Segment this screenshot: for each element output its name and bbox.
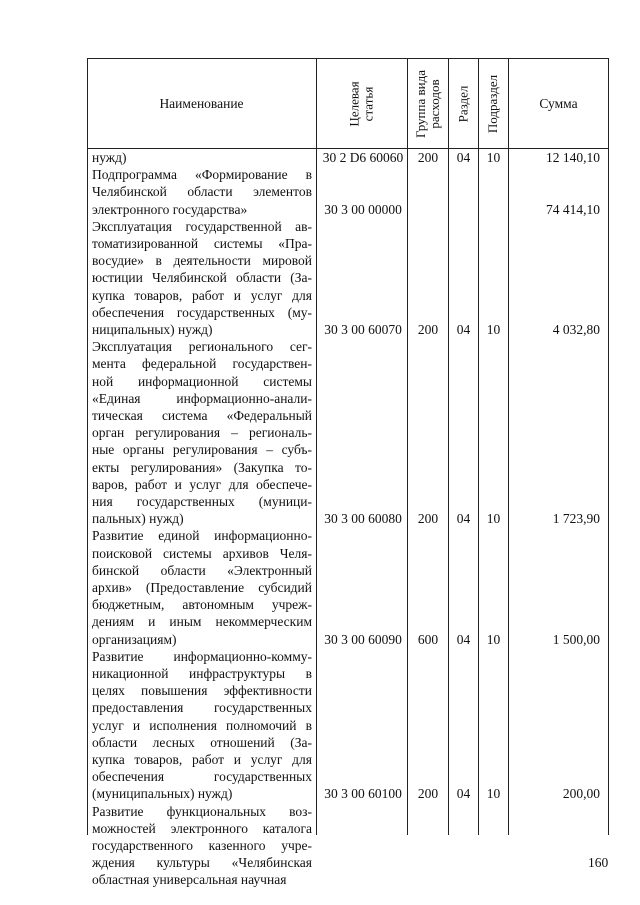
row-name-line: предоставления государственных [92, 700, 312, 716]
row-name-line: бюджетным, автономным учреж- [92, 597, 312, 613]
row-expense-group: 600 [417, 631, 439, 647]
row-name-line: Подпрограмма «Формирование в [92, 167, 312, 183]
row-name-line: дениям и иным некоммерческим [92, 614, 312, 630]
row-name [92, 338, 312, 527]
row-section: 04 [456, 786, 471, 802]
row-expense-group: 200 [417, 786, 439, 802]
row-sum: 4 032,80 [552, 322, 600, 337]
row-name-line: орган регулирования – региональ- [92, 425, 312, 441]
row-name-line: ные органы регулирования – субъ- [92, 442, 312, 458]
header-name-label: Наименование [159, 95, 244, 111]
row-name [92, 149, 312, 166]
row-name-line: восудие» в деятельности мировой [92, 253, 312, 269]
row-subsection: 10 [486, 786, 501, 802]
row-sum: 200,00 [562, 786, 600, 802]
row-expense-group: 200 [417, 322, 439, 337]
row-name-line: области лесных отношений (За- [92, 734, 312, 750]
header-subsection-label: Подраздел [485, 74, 501, 133]
row-name-line: Эксплуатация регионального сег- [92, 339, 312, 355]
row-name-line: купка товаров, работ и услуг для [92, 752, 312, 768]
row-name [92, 218, 312, 338]
row-name [92, 166, 312, 218]
header-sum [508, 59, 609, 148]
header-expense-group-line1: Группа вида [412, 69, 428, 138]
row-name-line: тическая система «Федеральный [92, 408, 312, 423]
row-name-line: Развитие информационно-комму- [92, 648, 312, 664]
row-name [92, 527, 312, 647]
row-expense-group: 200 [417, 150, 439, 165]
row-target-article: 30 3 00 60070 [324, 322, 402, 337]
row-sum: 74 414,10 [546, 201, 600, 217]
row-name [92, 803, 312, 889]
header-name [87, 59, 316, 148]
header-subsection [478, 59, 508, 148]
header-target-article-line1: Целевая [346, 80, 362, 127]
row-sum: 12 140,10 [546, 150, 600, 165]
row-target-article: 30 2 D6 60060 [322, 150, 404, 165]
row-expense-group: 200 [417, 511, 439, 527]
header-expense-group-line2: расходов [426, 78, 442, 129]
row-target-article: 30 3 00 00000 [324, 201, 402, 217]
row-name-line: электронного государства» [92, 201, 248, 217]
row-name-line: обеспечения государственных (му- [92, 304, 312, 320]
row-name-line: областная универсальная научная [92, 872, 287, 888]
row-name-line: «Единая информационно-анали- [92, 390, 312, 406]
row-name-line: организациям) [92, 631, 177, 647]
row-name [92, 648, 312, 803]
row-subsection: 10 [486, 150, 501, 165]
row-name-line: (муниципальных) нужд) [92, 786, 233, 802]
row-sum: 1 500,00 [552, 631, 600, 647]
row-subsection: 10 [486, 322, 501, 337]
row-name-line: Челябинской области элементов [92, 184, 312, 200]
row-section: 04 [456, 322, 471, 337]
row-name-line: пальных) нужд) [92, 511, 184, 527]
page-number: 160 [588, 855, 609, 870]
row-section: 04 [456, 631, 471, 647]
row-name-line: Эксплуатация государственной ав- [92, 218, 312, 234]
row-name-line: Развитие функциональных воз- [92, 803, 312, 819]
row-sum: 1 723,90 [552, 511, 600, 527]
row-subsection: 10 [486, 511, 501, 527]
row-name-line: ния государственных (муници- [92, 494, 312, 510]
row-name-line: ждения культуры «Челябинская [92, 855, 312, 871]
row-name-line: услуг и исполнения полномочий в [92, 717, 312, 733]
row-name-line: целях повышения эффективности [92, 683, 312, 699]
row-name-line: екты регулирования» (Закупка то- [92, 459, 312, 475]
row-name-line: можностей электронного каталога [92, 820, 312, 836]
row-target-article: 30 3 00 60080 [324, 511, 402, 527]
row-subsection: 10 [486, 631, 501, 647]
row-name-line: обеспечения государственных [92, 769, 312, 785]
header-section-label: Раздел [455, 85, 470, 122]
row-name-line: поисковой системы архивов Челя- [92, 545, 312, 561]
row-name-line: государственного казенного учре- [92, 838, 312, 853]
row-name-line: ниципальных) нужд) [92, 322, 213, 338]
row-name-line: купка товаров, работ и услуг для [92, 287, 312, 303]
header-target-article [316, 59, 407, 148]
row-name-line: никационной инфраструктуры в [92, 666, 312, 681]
row-name-line: варов, работ и услуг для обеспече- [92, 476, 312, 492]
row-name-line: юстиции Челябинской области (За- [92, 270, 312, 286]
header-expense-group [407, 59, 448, 148]
row-name-line: Развитие единой информационно- [92, 528, 312, 544]
header-sum-label: Сумма [539, 95, 578, 111]
row-name-line: мента федеральной государствен- [92, 356, 312, 372]
row-name-line: нужд) [92, 150, 127, 165]
row-name-line: ной информационной системы [92, 373, 312, 389]
row-name-line: бинской области «Электронный [92, 562, 312, 578]
row-name-line: архив» (Предоставление субсидий [92, 580, 312, 595]
header-target-article-line2: статья [360, 86, 376, 121]
row-name-line: томатизированной системы «Пра- [92, 236, 312, 251]
row-section: 04 [456, 150, 471, 165]
row-target-article: 30 3 00 60100 [324, 786, 402, 802]
header-section [448, 59, 478, 148]
row-section: 04 [456, 511, 471, 527]
row-target-article: 30 3 00 60090 [324, 631, 402, 647]
